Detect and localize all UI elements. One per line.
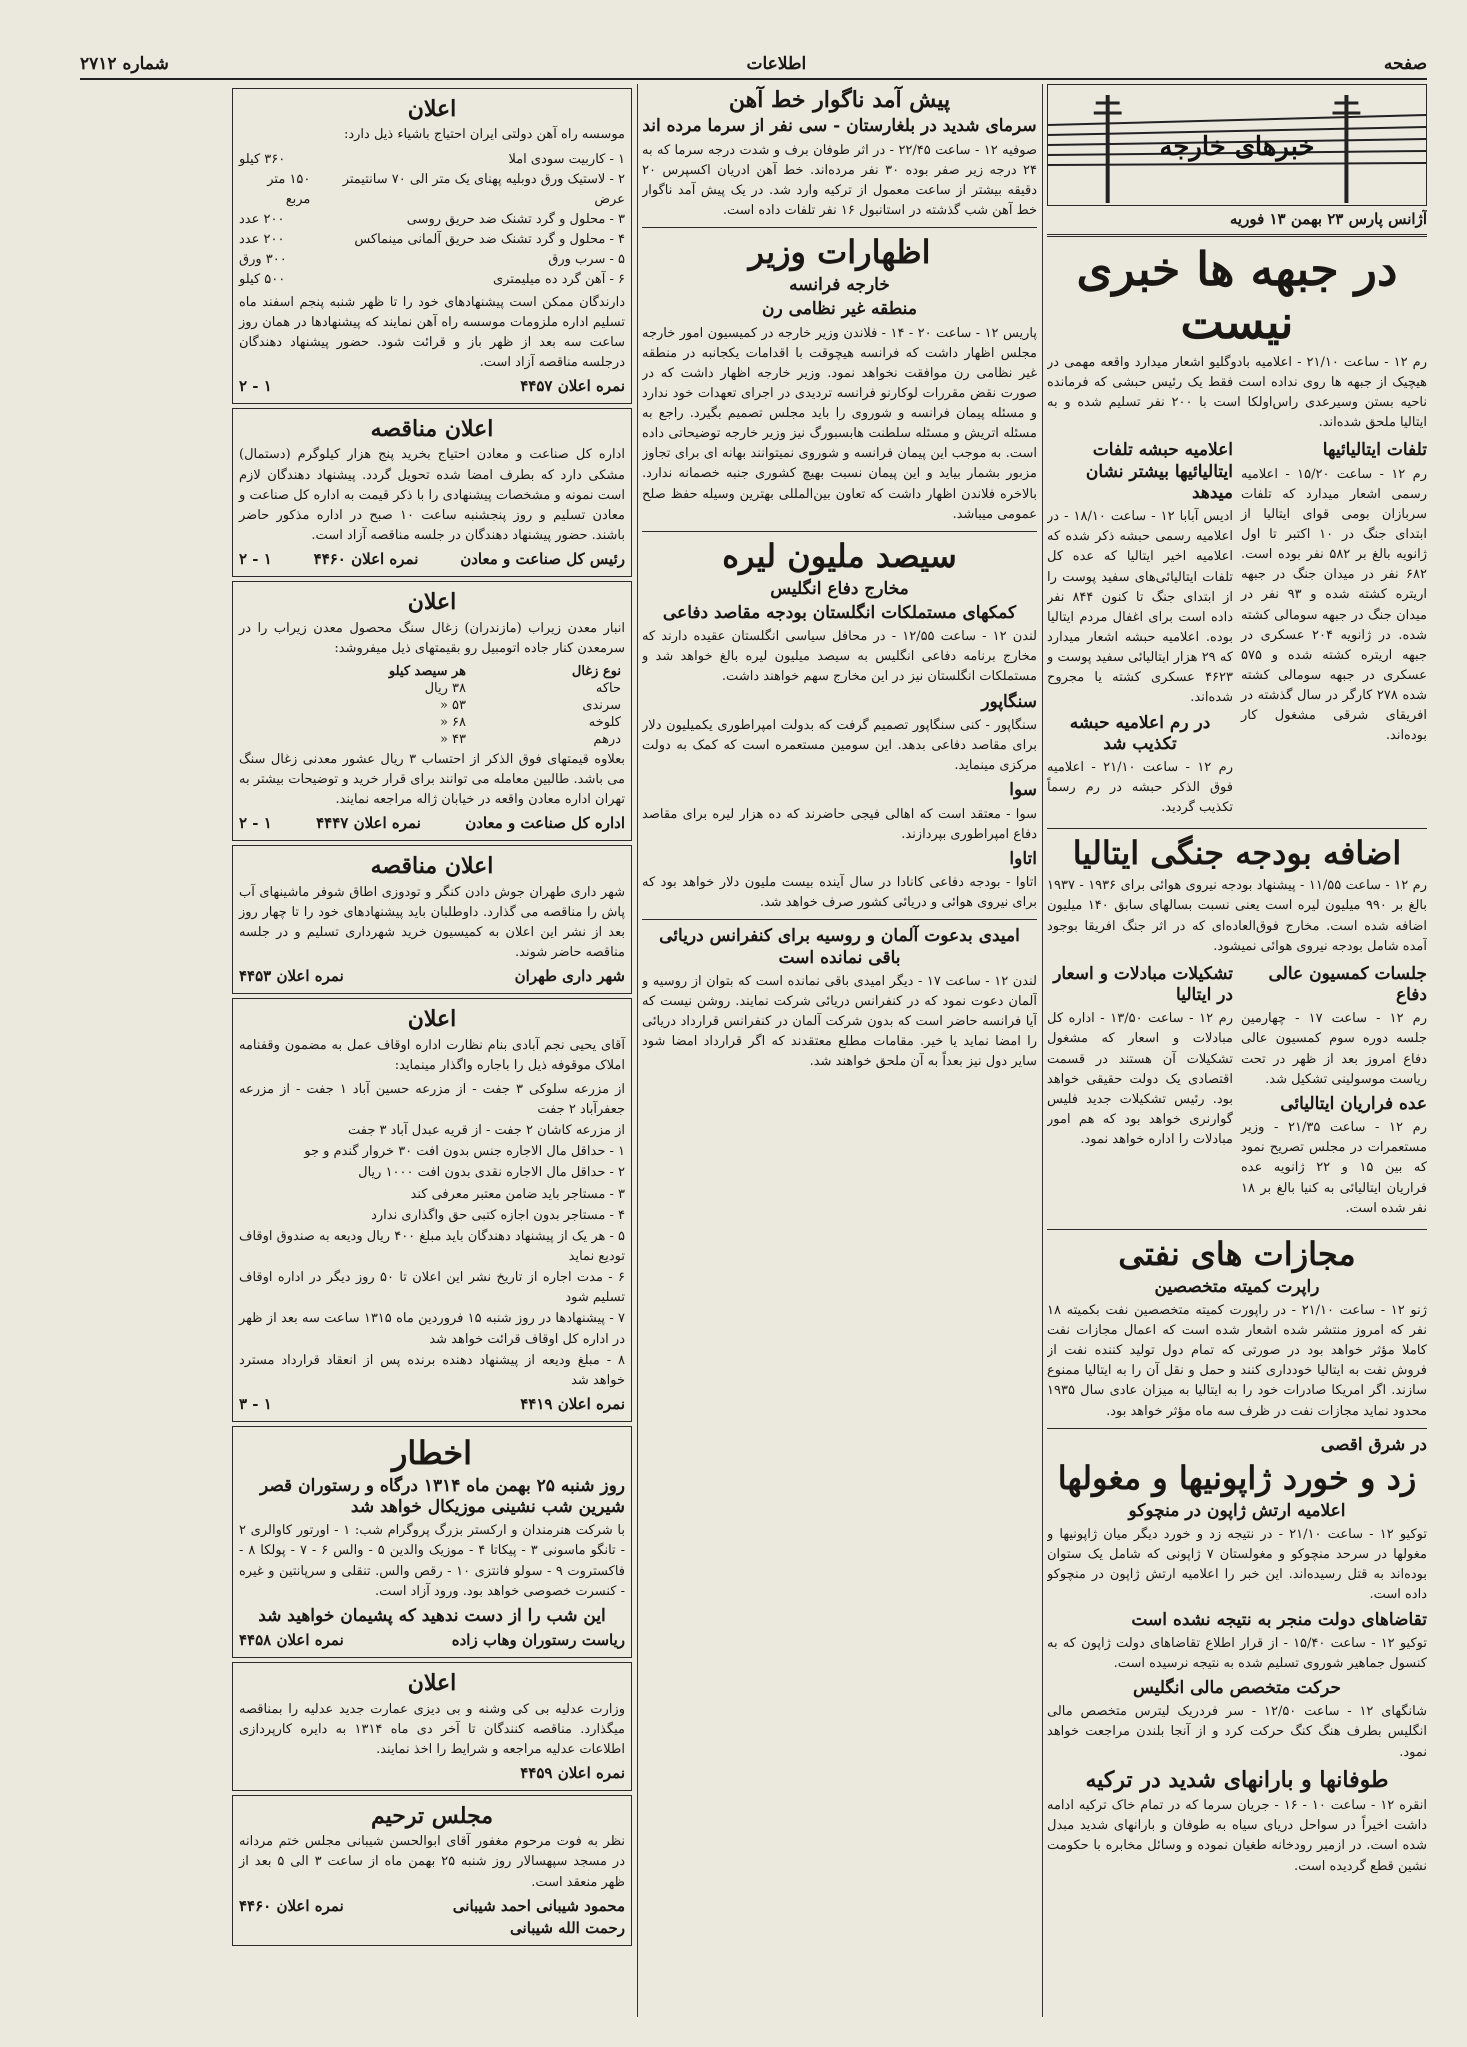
article-body: شانگهای ۱۲ - ساعت ۱۲/۵۰ - سر فردریک لیترس متخصص مالی انگلیس بطرف هنگ کنگ حرکت کرد و از آنجا بلندن مراجعت خواهد نمود. (1047, 1704, 1427, 1760)
divider (1047, 234, 1427, 237)
column-divider (637, 84, 638, 2017)
article-body: ادیس آبابا ۱۲ - ساعت ۱۸/۱۰ - در اعلامیه رسمی حبشه ذکر شده که اعلامیه اخیر ایتالیا که عده کل تلفات ایتالیائی‌های سفید پوست را از ابتدای جنگ تا کنون ۸۴۴ نفر داده است برای اغفال مردم ایتالیا بوده. اعلامیه حبشه اشعار میدارد که ۲۹ هزار ایتالیائی سفید پوست و ۴۶۲۳ عسکری کشته یا مجروح شده‌اند. (1047, 509, 1233, 706)
article-body: پاریس ۱۲ - ساعت ۲۰ - ۱۴ - فلاندن وزیر خارجه در کمیسیون امور خارجه مجلس اظهار داشت که فرانسه هیچوقت با اقدامات یکجانبه در منطقه غیر نظامی رن موافقت نخواهد نمود. وزیر خارجه اظهار داشت که در صورت نقض مقررات لوکارنو فرانسه تردیدی در اجرای تعهدات خود ندارد و مسئله پیمان فرانسه و شوروی را باید مجلس تصمیم بگیرد. راجع به مسئله اتریش و مسئله سلطنت هابسبورگ نیز وزیر خارجه توضیحاتی داده است. به موجب این پیمان فرانسه و شوروی نمیتوانند بهانه ای برای تجاوز مزبور بشمار بیاید و این پیمان نسبت بهیچ کشوری جنبه خصمانه ندارد. بالاخره فلاندن اظهار داشت که تعاون بین‌المللی بهترین وسیله حفظ صلح عمومی میباشد. (642, 325, 1037, 522)
coal-price: ۳۸ ریال (424, 680, 467, 696)
column-news (642, 84, 1037, 2017)
article-body: رم ۱۲ - ساعت ۲۱/۱۰ - اعلامیه بادوگلیو اشعار میدارد واقعه مهمی در هیچیک از جبهه ها روی نداده است فقط یک رئیس حبشی که فرمانده ناحیه بستن وسیرعدی راس‌اولکا است با ۲۰۰ نفر تسلیم شده و به ایتالیا ملحق شده‌اند. (1047, 354, 1427, 431)
agency-dateline: آژانس پارس ۲۳ بهمن ۱۳ فوریه (1229, 210, 1427, 228)
notice-body: اداره کل صناعت و معادن احتیاج بخرید پنج هزار کیلوگرم (دستمال) مشکی دارد که بطرف امضا شده تحویل گردد. پیشنهاد دهندگان لازم است نمونه و مشخصات پیشنهادی را با ذکر قیمت به اداره کل صناعت و معادن تسلیم و روز پنجشنبه ساعت ۱۰ صبح در اداره مذکور حاضر باشند. حضور پیشنهاد دهندگان در جلسه مناقصه آزاد است. (239, 447, 625, 544)
notice-body: شهر داری طهران جوش دادن کنگر و تودوزی اطاق شوفر ماشینهای آب پاش را مناقصه می گذارد. داوطلبان باید پیشنهادهای خود را تا چهار روز بعد از نشر این اعلان به کمیسیون خرید شهرداری تسلیم و در جلسه مناقصه حاضر شوند. (239, 884, 625, 961)
list-item (239, 230, 625, 250)
table-row (239, 731, 625, 748)
telegraph-wires-icon (1048, 85, 1426, 205)
notice-title: اعلان (407, 1006, 457, 1033)
item-quantity: ۲۰۰ عدد (239, 232, 285, 248)
sub-column-left (1047, 437, 1233, 822)
headline-oil-sanctions: مجازات های نفتی (1118, 1234, 1356, 1273)
notice-number: نمره اعلان ۴۴۵۷ (520, 377, 625, 396)
divider (642, 227, 1037, 228)
notice-intro: انبار معدن زیراب (مازندران) زغال سنگ محصول معدن زیراب را در سرمعدن کنار جاده اتومبیل رو بقیمتهای ذیل میفروشد: (239, 620, 625, 656)
notice-tender-industry (232, 408, 632, 577)
subheadline-japan-army: اعلامیه ارتش ژاپون در منچوکو (1128, 1500, 1346, 1521)
notice-sequence: ۱ - ۲ (239, 377, 272, 396)
column-notices (232, 84, 632, 2017)
notice-footer (239, 550, 625, 568)
subheadline-experts-report: راپرت کمیته متخصصین (1154, 1276, 1320, 1297)
list-item: از مزرعه کاشان ۲ جفت - از قریه عبدل آباد ۳ جفت (348, 1123, 625, 1139)
coal-type: درهم (593, 731, 621, 747)
list-item (239, 170, 625, 210)
headline-denial: در رم اعلامیه حبشه تکذیب شد (1069, 712, 1211, 754)
headline-naval-conference: امیدی بدعوت آلمان و روسیه برای کنفرانس دریائی باقی نمانده است (659, 926, 1020, 968)
item-quantity: ۳۶۰ کیلو (239, 151, 286, 167)
notice-endowment (232, 998, 632, 1422)
item-quantity: ۱۵۰ متر مربع (267, 171, 311, 207)
article-body: لندن ۱۲ - ساعت ۱۲/۵۵ - در محافل سیاسی انگلستان عقیده دارند که مخارج برنامه دفاعی انگلیس به سیصد میلیون لیره بالغ خواهد شد و مستملکات انگلستان نیز در این مخارج سهم خواهند داشت. (642, 629, 1037, 685)
notice-title: اعلان مناقصه (370, 853, 494, 880)
notice-number: نمره اعلان ۴۴۵۹ (520, 1763, 625, 1782)
coal-price-rows (239, 680, 625, 748)
divider (642, 919, 1037, 920)
item-name: ۳ - محلول و گرد تشنک ضد حریق روسی (406, 211, 625, 227)
sub-column-right (1241, 961, 1427, 1223)
notice-footer (239, 1919, 625, 1937)
article-body: رم ۱۲ - ساعت ۲۱/۱۰ - اعلامیه فوق الذکر حبشه در رم رسماً تکذیب گردید. (1047, 760, 1233, 816)
article-body: رم ۱۲ - ساعت ۱۷ - چهارمین جلسه دوره سوم کمسیون عالی دفاع امروز بعد از ظهر در تحت ریاست موسولینی تشکیل شد. (1241, 1011, 1427, 1087)
page-header (80, 50, 1427, 80)
notice-sequence: ۱ - ۲ (239, 550, 272, 569)
headline-financial-expert: حرکت متخصص مالی انگلیس (1132, 1678, 1342, 1699)
item-name: ۵ - سرب ورق (548, 252, 625, 268)
notice-railway (232, 88, 632, 404)
notice-items-list (239, 150, 625, 291)
section-far-east: در شرق اقصی (1320, 1434, 1427, 1455)
subheadline-bulgaria-cold: سرمای شدید در بلغارستان - سی نفر از سرما مرده اند (642, 116, 1037, 137)
headline-ethiopia-statement: اعلامیه حبشه تلفات ایتالیائیها بیشتر نشان میدهد (1085, 440, 1233, 503)
coal-type: حاکه (595, 680, 621, 696)
foreign-news-logo (1047, 84, 1427, 206)
notice-sequence: ۱ - ۲ (239, 814, 272, 833)
header-page-label: صفحه (1383, 54, 1427, 74)
notice-number: نمره اعلان ۴۴۵۸ (239, 1631, 344, 1650)
notice-sequence: ۱ - ۳ (239, 1395, 272, 1413)
article-body: صوفیه ۱۲ - ساعت ۲۲/۴۵ - در اثر طوفان برف و شدت درجه سرما که به ۲۴ درجه زیر صفر بوده ۳۰ نفر مرده‌اند. خط آهن ادریان اکسپرس ۲۰ دقیقه بیشتر از ساعت معمول از ترکیه وارد شد. در یک پیش آمد ناگوار خط آهن شب گذشته در استانبول ۱۶ نفر تلفات داده است. (642, 142, 1037, 219)
headline-railway-accident: پیش آمد ناگوار خط آهن (728, 87, 951, 113)
article-body: رم ۱۲ - ساعت ۲۱/۳۵ - وزیر مستعمرات در مجلس تصریح نمود که بین ۱۵ و ۲۲ ژانویه عده فراریان ایتالیائی به کنیا بالغ بر ۱۸ نفر شده است. (1241, 1120, 1427, 1216)
item-name: ۴ - محلول و گرد تشنک ضد حریق آلمانی مینماکس (354, 232, 625, 248)
table-row (239, 680, 625, 697)
item-quantity: ۲۰۰ عدد (239, 211, 285, 227)
article-body: سنگاپور - کنی سنگاپور تصمیم گرفت که بدولت امپراطوری یکمیلیون دلار برای مقاصد دفاعی بدهد. این سومین مستعمره است که کمک به دولت مرکزی مینماید. (642, 717, 1037, 774)
subheadline-french-foreign: خارجه فرانسه (789, 275, 890, 295)
coal-price-table (239, 663, 625, 748)
notice-body: بعلاوه قیمتهای فوق الذکر از احتساب ۳ ریال عشور معدنی زغال سنگ می باشد. طالبین معامله می توانند برای قرار خرید و توضیحات بیشتر به تهران اداره معادن واقعه در خیابان ژاله مراجعه نمایند. (239, 751, 626, 808)
notice-signature: اداره کل صناعت و معادن (465, 814, 625, 833)
coal-price: ۶۸ « (439, 714, 467, 730)
notice-signature: رئیس کل صناعت و معادن (460, 550, 625, 569)
notice-footer (239, 377, 625, 395)
notice-title: اعلان (407, 96, 457, 122)
header-paper-name: اطلاعات (746, 54, 807, 74)
list-item (239, 210, 625, 230)
list-item: ۳ - مستاجر باید ضامن معتبر معرفی کند (410, 1186, 625, 1202)
sub-column-left (1047, 961, 1233, 1223)
list-item: ۸ - مبلغ ودیعه از پیشنهاد دهنده برنده پس از انعقاد قرارداد مسترد خواهد شد (239, 1352, 625, 1388)
table-header-row (239, 663, 625, 680)
subheadline-british-defense: مخارج دفاع انگلیس (770, 578, 909, 599)
notice-number: نمره اعلان ۴۴۶۰ (313, 550, 419, 569)
headline-300-million-pounds: سیصد ملیون لیره (722, 536, 957, 575)
notice-footer (239, 967, 625, 985)
notice-signature: رحمت الله شیبانی (510, 1918, 625, 1937)
notice-tagline: این شب را از دست ندهید که پشیمان خواهید شد (258, 1605, 606, 1626)
article-body: رم ۱۲ - ساعت ۱۳/۵۰ - اداره کل مبادلات و اسعار که مشغول تشکیلات آن هستند در قسمت اقتصادی یک دولت حقیقی خواهد بود. رئیس تشکیلات جدید فلیس گوارنری خواهد بود که هم امور مبادلات را اداره خواهد نمود. (1047, 1011, 1233, 1148)
headline-singapore: سنگاپور (981, 691, 1037, 712)
svg-text:خبرهای خارجه: خبرهای خارجه (1159, 131, 1315, 163)
article-body: رم ۱۲ - ساعت ۱۵/۲۰ - اعلامیه رسمی اشعار میدارد که تلفات سربازان بومی قوای ایتالیا از ابتدای جنگ در ۱۰ اکتبر تا اول ژانویه بالغ بر ۵۸۲ نفر بوده است. ۶۸۲ نفر در میدان جنگ در جبهه اریتره کشته شده و ۹۳ نفر در میدان جنگ در جبهه سومالی کشته شده. در ژانویه ۲۰۴ عسکری در جبهه اریتره کشته شده و ۵۷۵ عسکری در جبهه سومالی کشته شده ۲۷۸ کارگر در سال گذشته در افریقای شرقی مشغول کار بوده‌اند. (1241, 466, 1427, 744)
two-column-block (1047, 961, 1427, 1223)
coal-price: ۴۳ « (439, 731, 467, 747)
notice-coal (232, 581, 632, 841)
notice-title: اعلان (407, 1670, 457, 1697)
headline-deserters: عده فراریان ایتالیائی (1280, 1093, 1427, 1114)
article-body: اتاوا - بودجه دفاعی کانادا در سال آینده بیست ملیون دلار خواهد بود که برای نیروی هوائی و دریائی کشور صرف خواهد شد. (642, 875, 1037, 911)
notice-footer (239, 1631, 625, 1649)
notice-title: مجلس ترحیم (370, 1802, 494, 1829)
notice-headline: روز شنبه ۲۵ بهمن ماه ۱۳۱۴ درگاه و رستوران قصر شیرین شب نشینی موزیکال خواهد شد (259, 1475, 625, 1518)
column-header: نوع زغال (571, 663, 621, 679)
two-column-block (1047, 437, 1427, 822)
list-item: ۱ - حداقل مال الاجاره جنس بدون افت ۳۰ خروار گندم و جو (304, 1144, 625, 1160)
article-body: لندن ۱۲ - ساعت ۱۷ - دیگر امیدی باقی نمانده است که بتوان از روسیه و آلمان دعوت نمود که در کنفرانس دریائی شرکت نمایند. روشن نیست که آیا فرانسه حاضر است که بدون شرکت آلمان در کنفرانس قرارداد دریائی را امضا نماید یا خیر. مقامات مطلع معتقدند که اگر قرارداد امضا شود سایر دول نیز بعداً به آن ملحق خواهند شد. (642, 973, 1037, 1070)
notice-title: اعلان مناقصه (370, 416, 494, 443)
item-name: ۶ - آهن گرد ده میلیمتری (492, 272, 625, 288)
headline-defense-commission: جلسات کمسیون عالی دفاع (1268, 963, 1427, 1006)
divider (1047, 1428, 1427, 1429)
notice-title: اعلان (407, 589, 457, 616)
article-body: سوا - معتقد است که اهالی فیجی حاضرند که ده هزار لیره برای مقاصد دفاع امپراطوری بپردازند. (642, 806, 1037, 842)
notice-footer (239, 814, 625, 832)
notice-warning-concert (232, 1426, 632, 1658)
list-item: ۲ - حداقل مال الاجاره نقدی بدون افت ۱۰۰۰ ریال (358, 1165, 625, 1181)
list-item: ۵ - هر یک از پیشنهاد دهندگان باید مبلغ ۴۰۰ ریال ودیعه به صندوق اوقاف تودیع نماید (239, 1228, 626, 1265)
notice-footer (239, 1395, 625, 1413)
notice-number: نمره اعلان ۴۴۵۳ (239, 967, 344, 986)
list-item: ۶ - مدت اجاره از تاریخ نشر این اعلان تا ۵۰ روز دیگر در اداره اوقاف تسلیم شود (239, 1270, 626, 1306)
sub-column-right (1241, 437, 1427, 822)
coal-type: کلوخه (588, 714, 621, 730)
column-divider (1042, 84, 1043, 2017)
notice-body: نظر به فوت مرحوم مغفور آقای ابوالحسن شیبانی مجلس ختم مردانه در مسجد سپهسالار روز شنبه ۲۵ بهمن ماه از ساعت ۳ الی ۵ بعد از ظهر منعقد است. (239, 1834, 625, 1890)
notice-intro: موسسه راه آهن دولتی ایران احتیاج باشیاء ذیل دارد: (343, 127, 625, 143)
list-item: ۴ - مستاجر بدون اجازه کتبی حق واگذاری ندارد (371, 1207, 625, 1223)
headline-exchange-office: تشکیلات مبادلات و اسعار در ایتالیا (1053, 963, 1233, 1006)
notice-intro: آقای یحیی نجم آبادی بنام نظارت اداره اوقاف عمل به مضمون وقفنامه املاک موقوفه ذیل را باجاره واگذار مینماید: (239, 1037, 625, 1073)
item-name: ۲ - لاستیک ورق دوبلیه پهنای یک متر الی ۷۰ سانتیمتر عرض (342, 171, 625, 207)
coal-price: ۵۳ « (439, 697, 467, 713)
notice-number: نمره اعلان ۴۴۶۰ (239, 1896, 344, 1915)
notice-body: وزارت عدلیه بی کی وشنه و بی دیزی عمارت جدید عدلیه را بمناقصه میگذارد. مناقصه کنندگان تا آخر دی ماه ۱۳۱۴ به دایره کارپردازی اطلاعات عدلیه مراجعه و شرایط را اخذ نمایند. (239, 1701, 625, 1757)
column-foreign-news (1047, 84, 1427, 2017)
article-body: توکیو ۱۲ - ساعت ۱۵/۴۰ - از قرار اطلاع تقاضاهای دولت ژاپون که به کنسول جماهیر شوروی تسلیم شده به نتیجه نرسیده است. (1047, 1635, 1427, 1671)
headline-turkey-storms: طوفانها و بارانهای شدید در ترکیه (1085, 1766, 1389, 1793)
headline-suva: سوا (1009, 780, 1037, 801)
headline-war-budget: اضافه بودجه جنگی ایتالیا (1072, 834, 1402, 873)
notice-signature: شهر داری طهران (514, 967, 625, 986)
notice-justice (232, 1662, 632, 1791)
headline-japan-mongol-clash: زد و خورد ژاپونیها و مغولها (1057, 1458, 1417, 1497)
list-item: ۷ - پیشنهادها در روز شنبه ۱۵ فروردین ماه ۱۳۱۵ ساعت سه بعد از ظهر در اداره کل اوقاف قرائت خواهد شد (239, 1311, 626, 1347)
notice-number: نمره اعلان ۴۴۴۷ (316, 814, 421, 833)
headline-minister-statements: اظهارات وزیر (748, 233, 931, 272)
notice-conditions-list (239, 1080, 625, 1391)
headline-italian-losses: تلفات ایتالیائیها (1322, 440, 1427, 461)
notice-memorial (232, 1795, 632, 1946)
article-body: انقره ۱۲ - ساعت ۱۰ - ۱۶ - جریان سرما که در تمام خاک ترکیه ادامه داشت اخیراً در سواحل دریای سیاه به طوفان و بارانهای شدید مبدل شده است. در ازمیر رودخانه طغیان نموده و وسائل مخابره با حکومت نشین قطع گردیده است. (1047, 1798, 1427, 1874)
item-quantity: ۳۰۰ ورق (239, 252, 287, 268)
headline-ottawa: اتاوا (1009, 848, 1037, 869)
notice-footer (239, 1897, 625, 1915)
notice-number: نمره اعلان ۴۴۱۹ (520, 1395, 625, 1413)
subheadline-rhine-zone: منطقه غیر نظامی رن (762, 299, 917, 320)
article-body: رم ۱۲ - ساعت ۱۱/۵۵ - پیشنهاد بودجه نیروی هوائی برای ۱۹۳۶ - ۱۹۳۷ بالغ بر ۹۹۰ میلیون لیره است یعنی نسبت بسالهای سابق ۱۴۰ میلیون اضافه شده است. مخارج فوق‌العاده‌ای که در اثر جنگ افریقا بوجود آمده شامل بودجه نیروی هوائی نمیشود. (1047, 878, 1427, 954)
notice-title: اخطار (391, 1434, 473, 1472)
notice-body: با شرکت هنرمندان و ارکستر بزرگ پروگرام شب: ۱ - اورتور کاوالری ۲ - تانگو ماسونی ۳ - پیکاتا ۴ - موزیک والدین ۵ - والس ۶ - ۷ - پولکا ۸ - فاکستروت ۹ - سولو فانتزی ۱۰ - رقص والس. تنقلی و سرپانتین و غیره - کنسرت خصوصی خواهد بود. ورود آزاد است. (239, 1523, 625, 1599)
article-body: ژنو ۱۲ - ساعت ۲۱/۱۰ - در راپورت کمیته متخصصین نفت بکمیته ۱۸ نفر که امروز منتشر شده اشعار شده است که اعمال مجازات نفت کاملا مؤثر خواهد بود در صورتی که تمام دول تولید کننده نفت از فروش نفت به ایتالیا خودداری کنند و حمل و نقل آن را به ایتالیا ممنوع سازند. اگر امریکا صادرات خود را به ایتالیا به میزان عادی سال ۱۹۳۵ محدود نماید مجازات نفت در ظرف سه ماه مؤثر خواهد بود. (1047, 1302, 1427, 1419)
notice-signature: محمود شیبانی احمد شیبانی (452, 1896, 625, 1915)
list-item (239, 150, 625, 170)
divider (642, 531, 1037, 532)
divider (1047, 1229, 1427, 1230)
item-quantity: ۵۰۰ کیلو (239, 272, 286, 288)
headline-demands: تقاضاهای دولت منجر به نتیجه نشده است (1131, 1609, 1427, 1630)
list-item (239, 250, 625, 270)
headline-no-news: در جبهه ها خبری نیست (1076, 242, 1398, 349)
divider (1047, 828, 1427, 829)
article-body: توکیو ۱۲ - ساعت ۲۱/۱۰ - در نتیجه زد و خورد دیگر میان ژاپونیها و مغولها در سرحد منچوکو و مغولستان ۷ ژاپونی که شامل یک ستوان بوده‌اند به قتل رسیده‌اند. این خبر را اعلامیه ارتش ژاپون در منچوکو داده است. (1047, 1526, 1427, 1603)
header-issue-number: شماره ۲۷۱۲ (80, 54, 169, 74)
notice-signature: ریاست رستوران وهاب زاده (451, 1631, 625, 1650)
column-header: هر سیصد کیلو (388, 663, 467, 679)
list-item: از مزرعه سلوکی ۳ جفت - از مزرعه حسین آباد ۱ جفت - از مزرعه جعفرآباد ۲ جفت (239, 1081, 625, 1118)
item-name: ۱ - کاربیت سودی املا (508, 151, 625, 167)
notice-tender-municipality (232, 845, 632, 994)
list-item (239, 270, 625, 290)
table-row (239, 714, 625, 731)
table-row (239, 697, 625, 714)
notice-body: دارندگان ممکن است پیشنهادهای خود را تا ظهر شنبه پنجم اسفند ماه تسلیم اداره ملزومات موسسه راه آهن نمایند که پیشنهادها در همان روز ساعت سه بعد از ظهر باز و قرائت شود. حضور پیشنهاد دهندگان درجلسه مناقصه آزاد است. (239, 294, 625, 370)
coal-type: سرندی (582, 697, 621, 713)
notice-footer (239, 1764, 625, 1782)
subheadline-dominions-aid: کمکهای مستملکات انگلستان بودجه مقاصد دفاعی (662, 602, 1017, 623)
